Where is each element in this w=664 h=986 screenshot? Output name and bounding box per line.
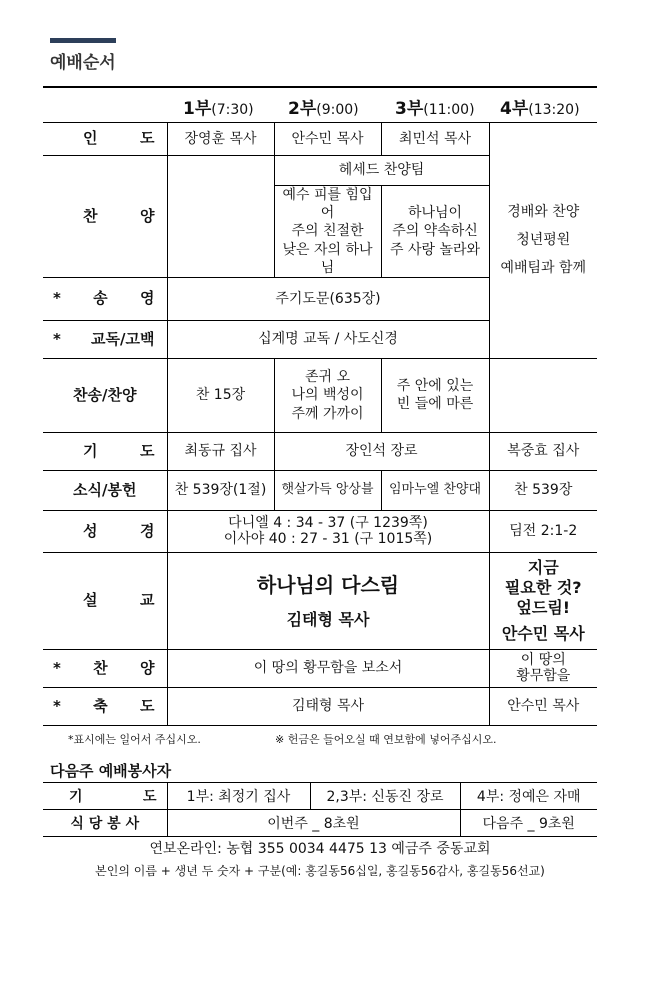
label-chanyang2: * 찬 양 — [43, 649, 167, 687]
chanyang-1 — [167, 156, 274, 278]
next-sikdang-2: 다음주 _ 9초원 — [460, 810, 597, 837]
chukdo-4: 안수민 목사 — [489, 687, 597, 725]
next-week-title: 다음주 예배봉사자 — [50, 762, 172, 780]
row-chansong — [43, 358, 597, 432]
label-chukdo: * 축 도 — [43, 687, 167, 725]
seonggyeong-value: 다니엘 4 : 34 - 37 (구 1239쪽) 이사야 40 : 27 - 31 (구 1015쪽) — [167, 510, 489, 552]
sosik-2: 햇살가득 앙상블 — [274, 470, 381, 510]
chansong-4 — [489, 358, 597, 432]
note-offering: ※ 헌금은 들어오실 때 연보함에 넣어주십시오. — [275, 733, 497, 746]
top-rule — [43, 86, 597, 88]
label-gido: 기 도 — [43, 432, 167, 470]
row-gido — [43, 432, 597, 470]
indo-3: 최민석 목사 — [381, 123, 489, 156]
label-chansong: 찬송/찬양 — [43, 358, 167, 432]
service-header-3: 3부(11:00) — [395, 99, 475, 119]
next-gido-1: 1부: 최정기 집사 — [167, 783, 310, 810]
chansong-3: 주 안에 있는 빈 들에 마른 — [381, 358, 489, 432]
sosik-4: 찬 539장 — [489, 470, 597, 510]
sermon-preacher: 김태형 목사 — [286, 609, 370, 629]
chanyang2-4: 이 땅의 황무함을 — [489, 649, 597, 687]
next-gido-2: 2,3부: 신동진 장로 — [310, 783, 460, 810]
chansong-1: 찬 15장 — [167, 358, 274, 432]
label-chanyang: 찬 양 — [43, 156, 167, 278]
gido-1: 최동규 집사 — [167, 432, 274, 470]
label-seolgyo: 설 교 — [43, 552, 167, 649]
next-gido-3: 4부: 정예은 자매 — [460, 783, 597, 810]
row-chukdo — [43, 687, 597, 725]
service-header-2: 2부(9:00) — [288, 99, 359, 119]
chukdo-value: 김태형 목사 — [167, 687, 489, 725]
gido-4: 복중효 집사 — [489, 432, 597, 470]
chanyang-2: 예수 피를 힘입어 주의 친절한 낮은 자의 하나님 — [274, 186, 381, 278]
row-sosik — [43, 470, 597, 510]
title-accent-bar — [50, 38, 116, 43]
sermon-main — [167, 552, 489, 649]
label-gyodok: * 교독/고백 — [43, 320, 167, 358]
chanyang-team: 헤세드 찬양팀 — [274, 156, 489, 186]
next-label-gido: 기 도 — [43, 783, 167, 810]
row-chanyang2 — [43, 649, 597, 687]
note-standing: *표시에는 일어서 주십시오. — [68, 733, 201, 746]
row-seonggyeong — [43, 510, 597, 552]
online-offering-note: 본인의 이름 + 생년 두 숫자 + 구분(예: 홍길동56십일, 홍길동56감사, 홍길동56선교) — [95, 864, 545, 878]
next-gido-row — [43, 783, 597, 810]
next-label-sikdang: 식 당 봉 사 — [43, 810, 167, 837]
gido-23: 장인석 장로 — [274, 432, 489, 470]
row-indo — [43, 123, 597, 156]
seonggyeong-4: 딤전 2:1-2 — [489, 510, 597, 552]
label-sosik: 소식/봉헌 — [43, 470, 167, 510]
songyeong-value: 주기도문(635장) — [167, 277, 489, 320]
chanyang-3: 하나님이 주의 약속하신 주 사랑 놀라와 — [381, 186, 489, 278]
praise-worship-block: 경배와 찬양 청년평원 예배팀과 함께 — [489, 123, 597, 359]
label-indo: 인 도 — [43, 123, 167, 156]
next-sikdang-1: 이번주 _ 8초원 — [167, 810, 460, 837]
sermon-4: 지금 필요한 것? 엎드림! 안수민 목사 — [489, 552, 597, 649]
sosik-1: 찬 539장(1절) — [167, 470, 274, 510]
chansong-2: 존귀 오 나의 백성이 주께 가까이 — [274, 358, 381, 432]
next-sikdang-row — [43, 810, 597, 837]
label-seonggyeong: 성 경 — [43, 510, 167, 552]
sosik-3: 임마누엘 찬양대 — [381, 470, 489, 510]
chanyang2-value: 이 땅의 황무함을 보소서 — [167, 649, 489, 687]
label-songyeong: * 송 영 — [43, 277, 167, 320]
page-title: 예배순서 — [50, 53, 116, 73]
row-seolgyo — [43, 552, 597, 649]
sermon-title: 하나님의 다스림 — [256, 572, 400, 597]
online-offering-account: 연보온라인: 농협 355 0034 4475 13 예금주 중동교회 — [149, 841, 491, 857]
indo-2: 안수민 목사 — [274, 123, 381, 156]
gyodok-value: 십계명 교독 / 사도신경 — [167, 320, 489, 358]
indo-1: 장영훈 목사 — [167, 123, 274, 156]
worship-order-table — [43, 122, 597, 726]
service-header-1: 1부(7:30) — [183, 99, 254, 119]
service-header-4: 4부(13:20) — [500, 99, 580, 119]
next-week-table — [43, 782, 597, 837]
